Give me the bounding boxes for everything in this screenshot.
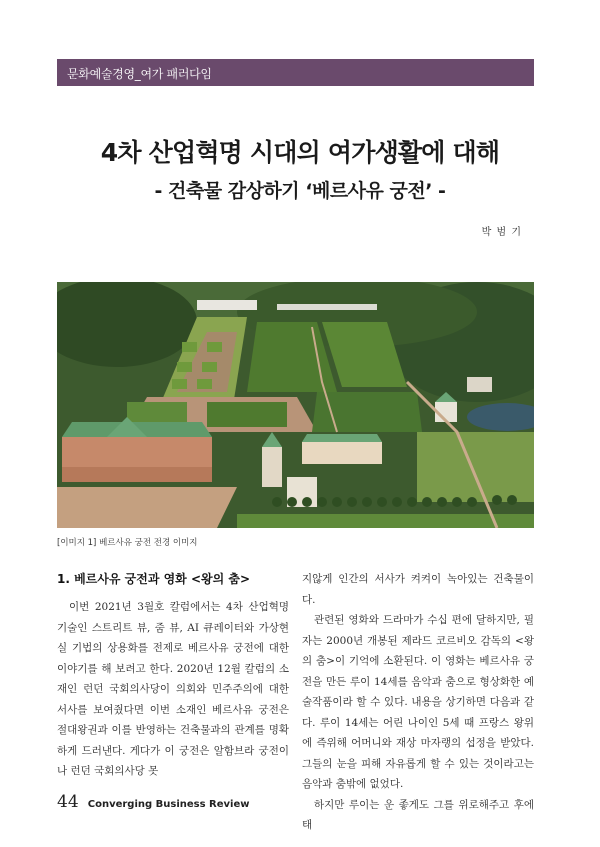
author-name: 박 범 기 [481,227,522,238]
article-subtitle: - 건축물 감상하기 ‘베르사유 궁전’ - [154,180,446,202]
right-column [302,569,534,836]
body-paragraph: 관련된 영화와 드라마가 수십 편에 달하지만, 필자는 2000년 개봉된 제라드 코르비오 감독의 <왕의 춤>이 기억에 소환된다. 이 영화는 베르사유 궁전을 만든 루이 14세를 음악과 춤으로 형상화한 예술작품이라 할 수 있다. 내용을 상기하면 다음과 같다. 루이 14세는 어린 나이인 5세 때 프랑스 왕위에 즉위해 어머니와 재상 마자랭의 섭정을 받았다. 그들의 눈을 피해 자유롭게 할 수 있는 것이라고는 음악과 춤밖에 없었다. [302,614,534,790]
page-number: 44 [57,792,79,812]
publication-name: Converging Business Review [87,799,250,810]
palace-aerial-photo [57,282,534,528]
left-column [57,569,289,782]
page-footer [57,792,250,812]
palace-photo-illustration [57,282,534,528]
body-paragraph: 하지만 루이는 운 좋게도 그를 위로해주고 후에 태 [302,798,534,831]
section-label: 문화예술경영_여가 패러다임 [67,67,212,81]
body-paragraph: 이번 2021년 3월호 칼럼에서는 4차 산업혁명 기술인 스트리트 뷰, 줌 뷰, AI 큐레이터와 가상현실 기법의 상용화를 전제로 베르사유 궁전에 대한 이야기를 해 보려고 한다. 2020년 12월 칼럼의 소재인 런던 국회의사당이 의회와 민주주의에 대한 서사를 보여줬다면 이번 소재인 베르사유 궁전은 절대왕권과 이를 반영하는 건축물과의 관계를 명확하게 드러낸다. 게다가 이 궁전은 알함브라 궁전이나 런던 국회의사당 못 [57,601,289,777]
section-heading: 1. 베르사유 궁전과 영화 <왕의 춤> [57,572,251,586]
section-header-bar [57,59,534,86]
body-paragraph: 지않게 인간의 서사가 켜켜이 녹아있는 건축물이다. [302,573,534,606]
figure-caption: [이미지 1] 베르사유 궁전 전경 이미지 [57,538,198,548]
article-title: 4차 산업혁명 시대의 여가생활에 대해 [100,138,500,167]
